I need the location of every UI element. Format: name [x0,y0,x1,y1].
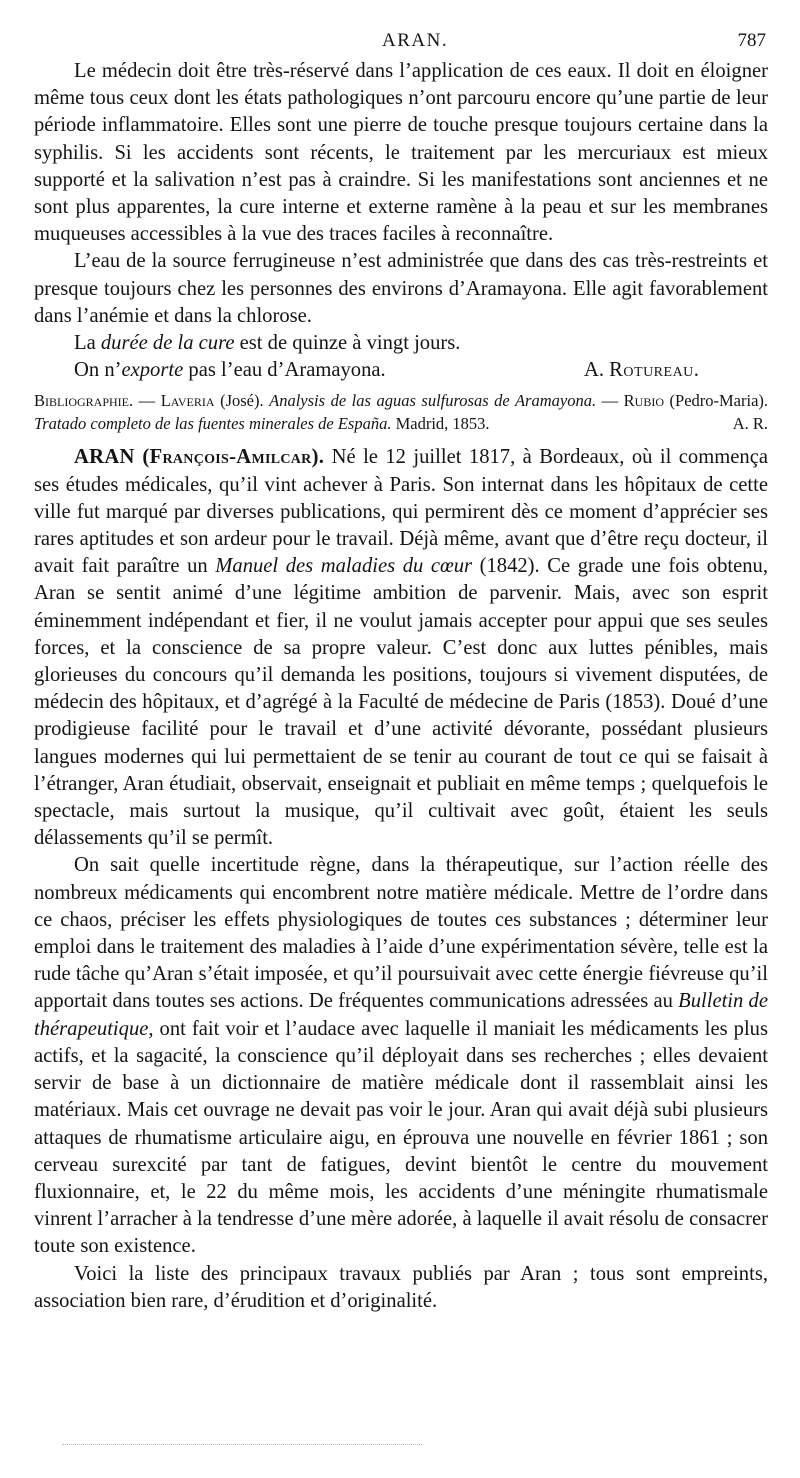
entry-text: (1842). Ce grade une fois obtenu, Aran se sentit animé d’une légitime ambition de parvenir. Mais, avec son esprit éminemment indépendant et fier, il ne voulut jamais accepter pour appui que ses seules forces, et la conscience de sa propre valeur. C’est donc aux luttes pénibles, mais glorieuses du concours qu’il demanda les positions, toujours si vivement disputées, de médecin des hôpitaux, et d’agrégé à la Faculté de médecine de Paris (1853). Doué d’une prodigieuse facilité pour le travail et d’une activité dévorante, possédant plusieurs langues modernes qui lui permettaient de se tenir au courant de tout ce qui se faisait à l’étranger, Aran étudiait, observait, enseignait et publiait en même temps ; quelquefois le spectacle, mais surtout la musique, qu’il cultivait avec goût, étaient les seuls délassements qu’il se permît. [34,555,769,850]
paragraph-duree-cure [34,330,768,357]
bibliography-place-date: Madrid, 1853. [391,414,490,434]
entry-aran-francois-amilcar [34,444,768,852]
bibliography-title: Tratado completo de las fuentes minerales de España. [34,414,392,434]
paragraph-export [74,357,386,384]
journal-title: Bulletin de thérapeutique [34,990,768,1040]
running-title: ARAN. [382,30,449,51]
footer-rule [62,1444,422,1445]
signature-initial: A. [584,359,610,382]
cure-prefix: La [74,332,101,355]
paragraph-text: On sait quelle incertitude règne, dans la thérapeutique, sur l’action réelle des nombreux médicaments qui encombrent notre matière médicale. Mettre de l’ordre dans ce chaos, préciser les effets physiologiques de toutes ces substances ; déterminer leur emploi dans le traitement des maladies à l’aide d’une expérimentation sévère, telle est la rude tâche qu’Aran s’était imposée, et qu’il poursuivait avec cette énergie fiévreuse qu’il apportait dans toutes ses actions. De fréquentes communications adressées au [34,854,768,1013]
paragraph-therapeutique [34,852,768,1260]
signature-name: Rotureau. [609,359,700,382]
export-prefix: On n’ [74,359,122,382]
bibliography [34,389,768,435]
bibliography-author-firstname: (Pedro-Maria). [664,391,769,411]
bibliography-author: Laveria [160,391,215,411]
paragraph-liste-travaux: Voici la liste des principaux travaux publiés par Aran ; tous sont empreints, association bien rare, d’érudition et d’originalité. [34,1262,768,1312]
book-title: Manuel des maladies du cœur [215,555,473,578]
export-suffix: pas l’eau d’Aramayona. [183,359,386,382]
main-text [34,58,768,1315]
paragraph-text: , ont fait voir et l’audace avec laquelle il maniait les médicaments les plus actifs, et la sagacité, la conscience qu’il déployait dans ses recherches ; elles devaient servir de base à un dictionnaire de matière médicale dont il rassemblait ainsi les matériaux. Mais cet ouvrage ne devait pas voir le jour. Aran qui avait déjà subi plusieurs attaques de rhumatisme articulaire aigu, en éprouva une nouvelle en février 1861 ; son cerveau surexcité par tant de fatigues, devint bientôt le centre du mouvement fluxionnaire, et, le 22 du même mois, les accidents d’une méningite rhumatismale vinrent l’arracher à la tendresse d’une mère adorée, à laquelle il avait résolu de consacrer toute son existence. [34,1017,768,1258]
paragraph-ferrugineuse: L’eau de la source ferrugineuse n’est administrée que dans des cas très-restreints et presque toujours chez les personnes des environs d’Aramayona. Elle agit favorablement dans l’anémie et dans la chlorose. [34,250,768,327]
page-number: 787 [737,30,766,51]
bibliography-dash: — [596,391,624,411]
bibliography-title: Analysis de las aguas sulfurosas de Aramayona. [269,391,597,411]
cure-emphasis: durée de la cure [100,332,235,355]
bibliography-dash: — [133,391,161,411]
bibliography-author-firstname: (José). [214,391,270,411]
cure-suffix: est de quinze à vingt jours. [234,332,461,355]
running-head [0,30,800,54]
entry-headword: ARAN (François-Amilcar). [74,446,325,469]
paragraph-usage: Le médecin doit être très-réservé dans l’application de ces eaux. Il doit en éloigner même tous ceux dont les états pathologiques n’ont parcouru encore qu’une partie de leur période inflammatoire. Elles sont une pierre de touche presque toujours certaine dans la syphilis. Si les accidents sont récents, le traitement par les mercuriaux est mieux supporté et la salivation n’est pas à craindre. Si les manifestations sont anciennes et ne sont plus apparentes, la cure interne et externe ramène à la peau et sur les membranes muqueuses accessibles à la vue des traces faciles à reconnaître. [34,60,768,246]
entry-text: Né le 12 juillet 1817, à Bordeaux, où il commença ses études médicales, qu’il vint achever à Paris. Son internat dans les hôpitaux de cette ville fut marqué par diverses publications, qui permirent dès ce moment d’apprécier ses rares aptitudes et son ardeur pour le travail. Déjà même, avant que d’être reçu docteur, il avait fait paraître un [34,446,768,578]
bibliography-author: Rubio [623,391,664,411]
bibliography-label: Bibliographie. [34,391,134,411]
export-emphasis: exporte [121,359,184,382]
bibliography-signature: A. R. [732,414,768,434]
author-signature [584,357,699,384]
export-line [34,357,768,384]
